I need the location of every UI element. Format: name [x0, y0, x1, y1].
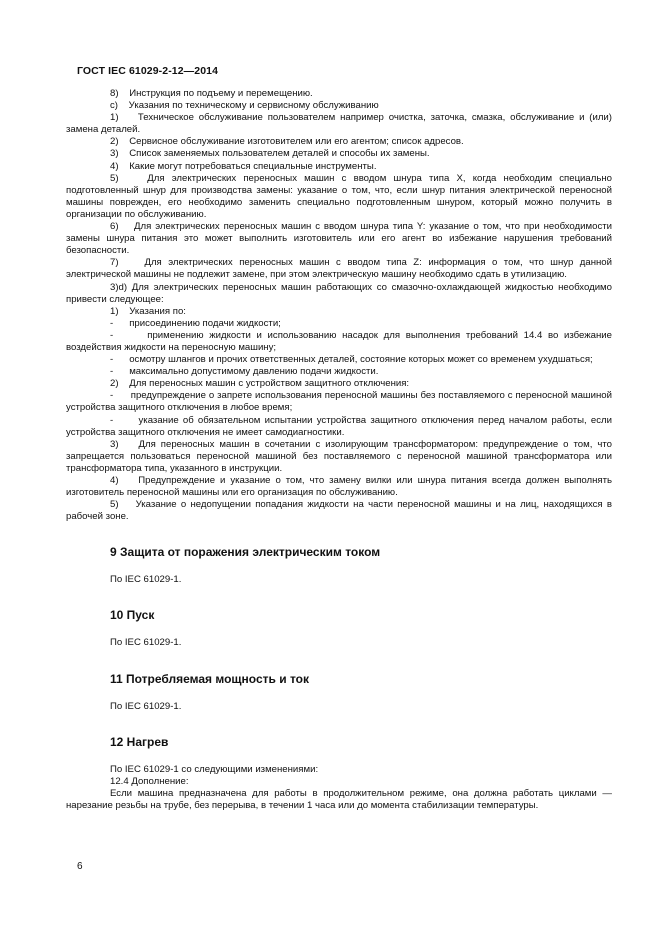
list-item: 3)d) Для электрических переносных машин работающих со смазочно-охлаждающей жидкостью необходимо привести следующее: — [66, 281, 612, 305]
list-item: - присоединению подачи жидкости; — [110, 317, 281, 329]
subclause-label: 12.4 Дополнение: — [110, 775, 189, 787]
subclause-body: Если машина предназначена для работы в продолжительном режиме, она должна работать циклами — нарезание резьбы на трубе, без перерыва, в течении 1 часа или до момента стабилизации температуры. — [66, 787, 612, 811]
list-item: 5) Указание о недопущении попадания жидкости на части переносной машины и на лиц, находящихся в рабочей зоне. — [66, 499, 612, 523]
list-item: 1) Техническое обслуживание пользователем например очистка, заточка, смазка, обслуживание и (или) замена деталей. — [66, 112, 612, 136]
list-item: 1) Указания по: — [110, 305, 186, 317]
list-item: - предупреждение о запрете использования переносной машины без поставляемого с переносной машиной устройства защитного отключения в любое время; — [66, 390, 612, 414]
list-item: 3) Для переносных машин в сочетании с изолирующим трансформатором: предупреждение о том, что запрещается пользоваться переносной машиной без поставляемого с переносной машиной трансформатора или трансформатора типа, указанного в инструкции. — [66, 438, 612, 474]
list-item: - применению жидкости и использованию насадок для выполнения требований 14.4 во избежание воздействия жидкости на переносную машину; — [66, 329, 612, 353]
section-heading: 12 Нагрев — [110, 734, 169, 749]
list-item: - осмотру шлангов и прочих ответственных деталей, состояние которых может со временем ухудшаться; — [110, 354, 593, 366]
section-heading: 10 Пуск — [110, 608, 155, 623]
list-item: 4) Предупреждение и указание о том, что замену вилки или шнура питания всегда должен выполнять изготовитель переносной машины или его организация по обслуживанию. — [66, 475, 612, 499]
list-item: 4) Какие могут потребоваться специальные инструменты. — [110, 160, 377, 172]
document-body — [66, 88, 612, 812]
list-item: 3) Список заменяемых пользователем деталей и способы их замены. — [110, 148, 430, 160]
section-text: По IEC 61029-1. — [110, 637, 182, 649]
section-text: По IEC 61029-1. — [110, 700, 182, 712]
list-item: - указание об обязательном испытании устройства защитного отключения перед началом работы, если устройства защитного отключения не имеет самодиагностики. — [66, 414, 612, 438]
section-heading: 11 Потребляемая мощность и ток — [110, 671, 310, 686]
document-header: ГОСТ IEC 61029-2-12—2014 — [77, 65, 219, 77]
list-item: 6) Для электрических переносных машин с вводом шнура типа Y: указание о том, что при необходимости замены шнура питания это может выполнить изготовитель или его агент во избежание нарушения требований безопасности. — [66, 221, 612, 257]
list-item: 5) Для электрических переносных машин с вводом шнура типа X, когда необходим специально подготовленный шнур для производства замены: указание о том, что, если шнур питания электрической переносной машины поврежден, его необходимо заменить специально подготовленным шнуром, который можно получить в организации по обслуживанию. — [66, 172, 612, 220]
list-item: - максимально допустимому давлению подачи жидкости. — [110, 366, 379, 378]
list-item: 2) Для переносных машин с устройством защитного отключения: — [110, 378, 410, 390]
list-item: c) Указания по техническому и сервисному обслуживанию — [110, 100, 379, 112]
section-text: По IEC 61029-1 со следующими изменениями: — [110, 763, 319, 775]
section-heading: 9 Защита от поражения электрическим током — [110, 545, 381, 560]
list-item: 2) Сервисное обслуживание изготовителем или его агентом; список адресов. — [110, 136, 464, 148]
page-number: 6 — [77, 861, 83, 872]
section-text: По IEC 61029-1. — [110, 574, 182, 586]
list-item: 7) Для электрических переносных машин с вводом типа Z: информация о том, что шнур данной электрической машины не подлежит замене, при этом электрическую машину необходимо сдать в утилизацию. — [66, 257, 612, 281]
list-item: 8) Инструкция по подъему и перемещению. — [110, 88, 313, 99]
